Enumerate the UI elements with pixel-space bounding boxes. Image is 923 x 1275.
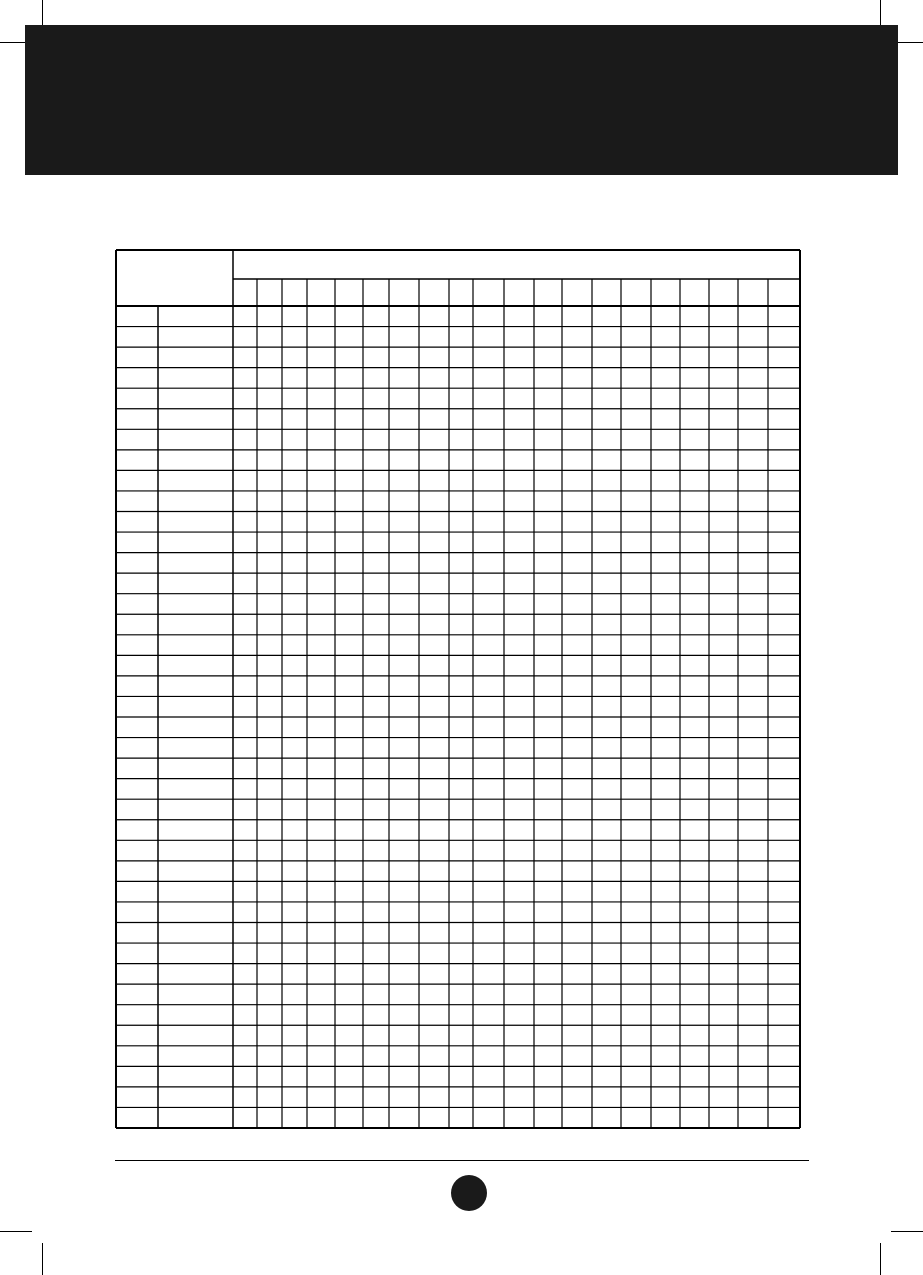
header-banner bbox=[25, 25, 898, 175]
crop-mark-bottom-left-horizontal bbox=[0, 1231, 32, 1232]
page-number-badge bbox=[451, 1175, 487, 1211]
crop-mark-bottom-right-vertical bbox=[880, 1243, 881, 1275]
crop-mark-bottom-right-horizontal bbox=[891, 1231, 923, 1232]
grid-table-lines bbox=[115, 249, 801, 1130]
crop-mark-bottom-left-vertical bbox=[42, 1243, 43, 1275]
compatibility-grid-table bbox=[115, 249, 801, 1130]
footer-rule bbox=[115, 1160, 809, 1161]
